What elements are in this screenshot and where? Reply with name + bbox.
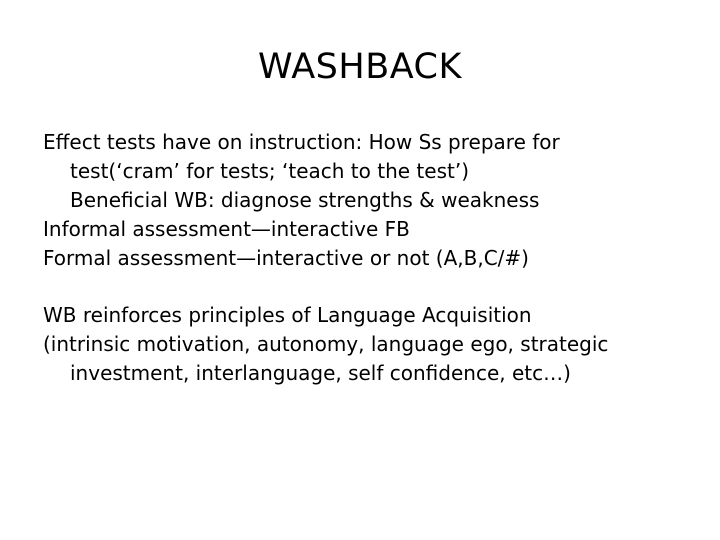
body-line-2: test(‘cram’ for tests; ‘teach to the test’) — [70, 159, 469, 183]
body-line-4: Informal assessment—interactive FB — [43, 217, 410, 241]
body-line-7: (intrinsic motivation, autonomy, language ego, strategic — [43, 332, 609, 356]
body-line-6: WB reinforces principles of Language Acquisition — [43, 303, 532, 327]
body-line-5: Formal assessment—interactive or not (A,B,C/#) — [43, 246, 529, 270]
slide-title: WASHBACK — [258, 47, 462, 87]
paragraph-spacer — [43, 273, 703, 301]
body-line-1: Effect tests have on instruction: How Ss prepare for — [43, 130, 560, 154]
body-line-3: Beneficial WB: diagnose strengths & weakness — [70, 188, 540, 212]
slide-body — [43, 128, 703, 388]
body-line-8: investment, interlanguage, self confidence, etc…) — [70, 361, 571, 385]
